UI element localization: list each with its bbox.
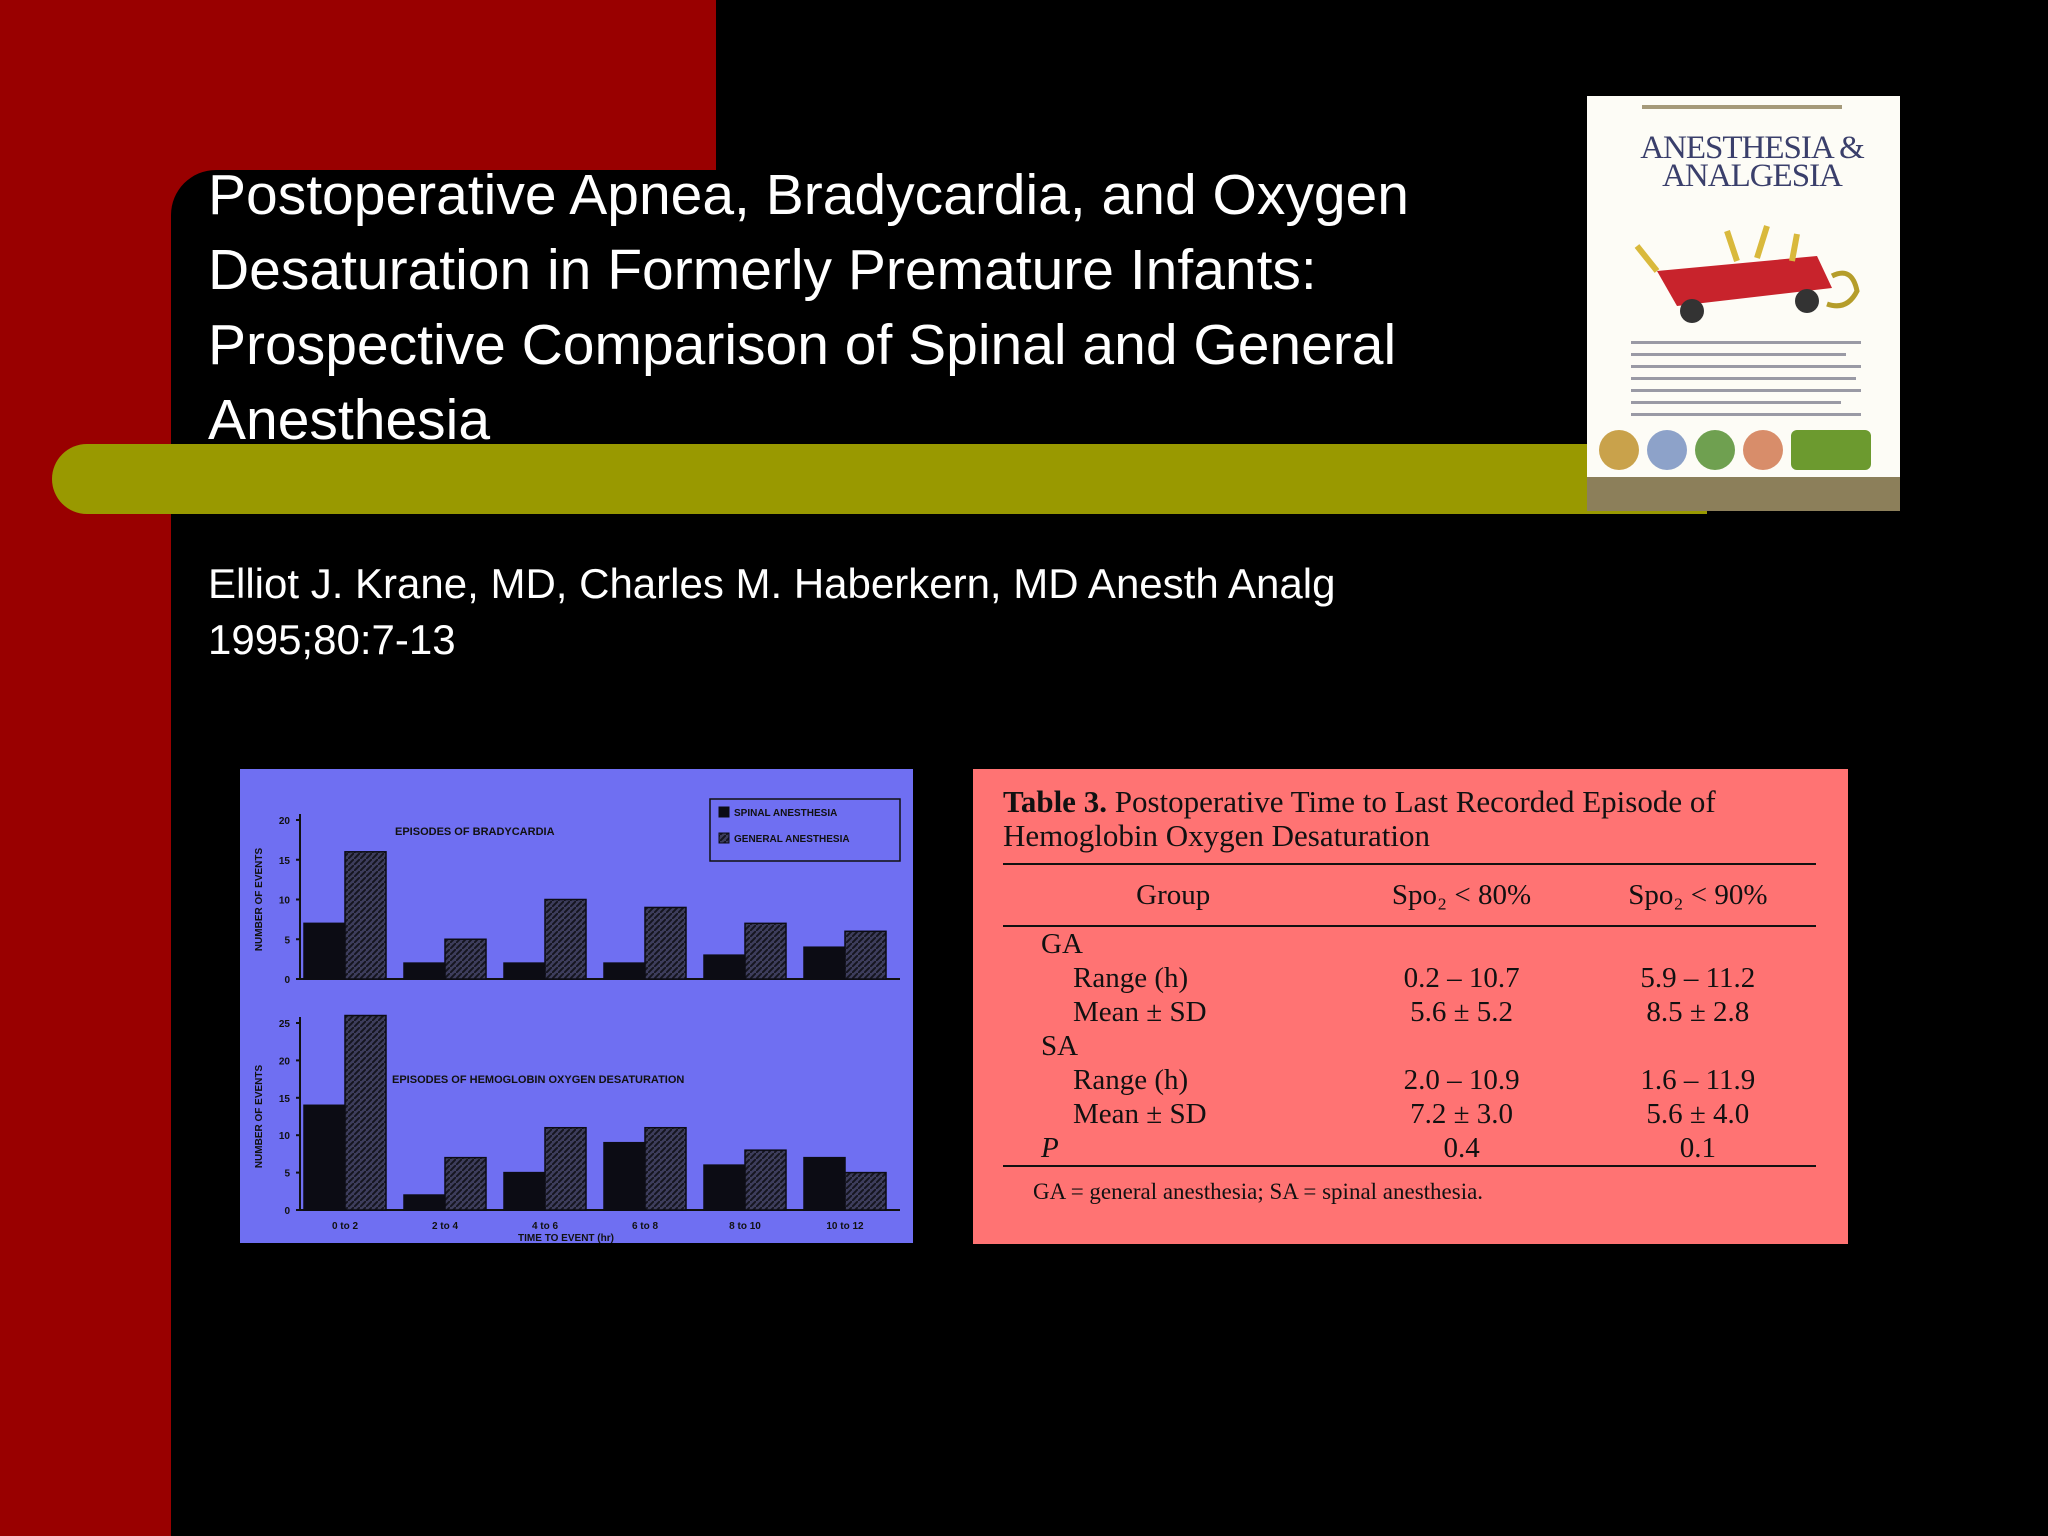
y-tick-label: 20	[278, 816, 290, 827]
legend-label: SPINAL ANESTHESIA	[734, 808, 838, 819]
x-axis-label: TIME TO EVENT (hr)	[518, 1233, 614, 1243]
bar-spinal	[504, 1173, 545, 1210]
bar-spinal	[604, 963, 645, 979]
bar-spinal	[404, 963, 445, 979]
table-row	[1003, 961, 1816, 995]
bar-spinal	[304, 1105, 345, 1210]
data-table	[1003, 865, 1816, 1167]
bar-spinal	[604, 1143, 645, 1210]
cover-publisher-strip	[1587, 477, 1900, 511]
table-row	[1003, 1029, 1816, 1063]
y-tick-label: 10	[278, 895, 290, 907]
table-cell: 7.2 ± 3.0	[1410, 1097, 1514, 1130]
column-header: Group	[1136, 878, 1211, 911]
table-cell: 5.9 – 11.2	[1640, 961, 1756, 994]
y-tick-label: 0	[284, 1206, 290, 1217]
table-header-row	[1003, 865, 1816, 926]
table-cell	[1343, 1029, 1579, 1063]
y-tick-label: 5	[284, 1168, 290, 1180]
row-label: Range (h)	[1073, 961, 1189, 994]
bar-spinal	[404, 1195, 445, 1210]
toc-line	[1631, 389, 1861, 392]
society-emblem-icon	[1743, 430, 1783, 470]
y-tick-label: 5	[284, 935, 290, 947]
table-cell: 5.6 ± 5.2	[1410, 995, 1514, 1028]
society-emblem-icon	[1695, 430, 1735, 470]
y-tick-label: 15	[278, 855, 290, 867]
table-cell: 5.6 ± 4.0	[1646, 1097, 1750, 1130]
chart-title: EPISODES OF BRADYCARDIA	[395, 826, 555, 838]
row-label: SA	[1041, 1029, 1079, 1062]
data-table-figure	[973, 769, 1848, 1244]
toc-line	[1631, 377, 1856, 380]
cover-wagon-illustration	[1617, 216, 1867, 326]
bar-general	[345, 1016, 386, 1210]
bar-chart-figure	[240, 769, 913, 1243]
column-header: Spo₂ < 80%	[1391, 878, 1532, 911]
citation: Elliot J. Krane, MD, Charles M. Haberkern, MD Anesth Analg 1995;80:7-13	[208, 560, 1336, 663]
bar-general	[445, 939, 486, 979]
legend-swatch-spinal	[719, 807, 729, 817]
y-tick-label: 10	[278, 1131, 290, 1143]
legend-label: GENERAL ANESTHESIA	[734, 834, 850, 845]
society-emblem-icon	[1791, 430, 1871, 470]
red-side-decor	[0, 0, 171, 1360]
table-cell: 0.1	[1679, 1131, 1716, 1164]
toc-line	[1631, 413, 1861, 416]
table-cell: 0.4	[1443, 1131, 1480, 1164]
x-tick-label: 0 to 2	[331, 1221, 359, 1232]
table-cell	[1580, 926, 1816, 961]
table-cell: 2.0 – 10.9	[1403, 1063, 1520, 1096]
table-caption-number: Table 3.	[1003, 784, 1107, 819]
bar-spinal	[704, 1165, 745, 1210]
row-label: Range (h)	[1073, 1063, 1189, 1096]
x-tick-label: 2 to 4	[431, 1221, 459, 1232]
table-cell: 0.2 – 10.7	[1403, 961, 1520, 994]
table-cell: 8.5 ± 2.8	[1646, 995, 1750, 1028]
bar-general	[645, 907, 686, 979]
bar-spinal	[704, 955, 745, 979]
bar-general	[845, 931, 886, 979]
table-row	[1003, 995, 1816, 1029]
bar-general	[545, 1128, 586, 1210]
bar-spinal	[804, 947, 845, 979]
table-cell	[1580, 1029, 1816, 1063]
bar-general	[345, 852, 386, 979]
table-row	[1003, 926, 1816, 961]
table-row	[1003, 1097, 1816, 1131]
y-axis-label: NUMBER OF EVENTS	[254, 1064, 265, 1169]
bar-general	[645, 1128, 686, 1210]
bar-spinal	[304, 923, 345, 979]
bar-general	[845, 1173, 886, 1210]
table-caption	[1003, 785, 1816, 853]
cover-header-line	[1642, 105, 1842, 109]
row-label: P	[1041, 1131, 1059, 1164]
table-footnote: GA = general anesthesia; SA = spinal anesthesia.	[1033, 1179, 1484, 1204]
y-axis-label: NUMBER OF EVENTS	[254, 847, 265, 952]
society-emblem-icon	[1647, 430, 1687, 470]
column-header: Spo₂ < 90%	[1628, 878, 1768, 911]
table-cell	[1343, 926, 1579, 961]
bar-general	[545, 900, 586, 980]
toc-line	[1631, 401, 1841, 404]
table-cell: 1.6 – 11.9	[1640, 1063, 1756, 1096]
y-tick-label: 0	[284, 975, 290, 986]
x-tick-label: 8 to 10	[729, 1221, 761, 1232]
table-caption-text: Postoperative Time to Last Recorded Episode of Hemoglobin Oxygen Desaturation	[1003, 784, 1716, 853]
content-panel-lower	[225, 1360, 2048, 1536]
bar-general	[745, 923, 786, 979]
bar-spinal	[504, 963, 545, 979]
row-label: Mean ± SD	[1073, 1097, 1207, 1130]
row-label: GA	[1041, 927, 1083, 960]
slide-title: Postoperative Apnea, Bradycardia, and Oxygen Desaturation in Formerly Premature Infants: Prospective Comparison of Spinal and General Anesthesia	[208, 163, 1409, 452]
y-tick-label: 20	[278, 1056, 290, 1068]
chart-title: EPISODES OF HEMOGLOBIN OXYGEN DESATURATION	[392, 1074, 685, 1086]
x-tick-label: 6 to 8	[631, 1221, 659, 1232]
society-emblem-icon	[1599, 430, 1639, 470]
toc-line	[1631, 353, 1846, 356]
x-tick-label: 4 to 6	[531, 1221, 559, 1232]
x-tick-label: 10 to 12	[826, 1221, 864, 1232]
y-tick-label: 25	[278, 1019, 290, 1030]
journal-cover-image	[1587, 96, 1900, 511]
y-tick-label: 15	[278, 1093, 290, 1105]
toc-line	[1631, 365, 1861, 368]
bar-charts	[240, 769, 913, 1243]
row-label: Mean ± SD	[1073, 995, 1207, 1028]
table-row	[1003, 1131, 1816, 1166]
table-row	[1003, 1063, 1816, 1097]
cover-journal-name: ANESTHESIA & ANALGESIA	[1640, 130, 1864, 194]
bar-general	[745, 1150, 786, 1210]
bar-general	[445, 1158, 486, 1210]
toc-line	[1631, 341, 1861, 344]
legend-swatch-general	[719, 833, 729, 843]
bar-spinal	[804, 1158, 845, 1210]
